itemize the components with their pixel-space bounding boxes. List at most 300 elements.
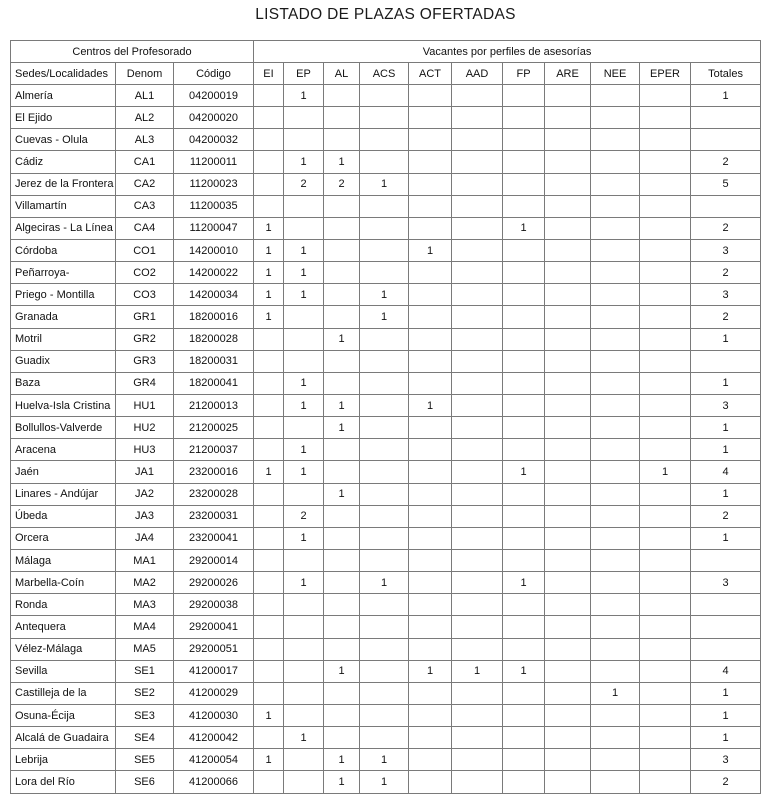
column-header: FP bbox=[503, 63, 545, 85]
table-cell bbox=[452, 306, 503, 328]
group-header-row bbox=[11, 41, 761, 63]
table-cell bbox=[360, 85, 409, 107]
table-cell bbox=[545, 660, 591, 682]
table-cell: Almería bbox=[11, 85, 116, 107]
table-cell bbox=[324, 262, 360, 284]
table-cell: Úbeda bbox=[11, 505, 116, 527]
table-cell bbox=[640, 151, 691, 173]
table-row bbox=[11, 394, 761, 416]
table-cell bbox=[409, 682, 452, 704]
table-row bbox=[11, 483, 761, 505]
table-cell bbox=[409, 572, 452, 594]
table-cell bbox=[503, 682, 545, 704]
table-cell bbox=[591, 594, 640, 616]
table-cell bbox=[591, 727, 640, 749]
table-cell: Sevilla bbox=[11, 660, 116, 682]
table-cell: Ronda bbox=[11, 594, 116, 616]
table-cell bbox=[360, 129, 409, 151]
table-cell: 1 bbox=[284, 461, 324, 483]
table-cell bbox=[691, 616, 761, 638]
table-cell bbox=[591, 284, 640, 306]
plazas-table bbox=[10, 40, 761, 794]
table-cell bbox=[409, 527, 452, 549]
table-cell bbox=[452, 461, 503, 483]
table-cell: AL1 bbox=[116, 85, 174, 107]
table-cell bbox=[360, 594, 409, 616]
table-cell: CO1 bbox=[116, 239, 174, 261]
table-cell: 1 bbox=[284, 239, 324, 261]
table-cell: Vélez-Málaga bbox=[11, 638, 116, 660]
table-cell bbox=[591, 350, 640, 372]
table-cell bbox=[409, 107, 452, 129]
table-row bbox=[11, 549, 761, 571]
table-cell bbox=[409, 749, 452, 771]
column-header: EP bbox=[284, 63, 324, 85]
table-cell: CO3 bbox=[116, 284, 174, 306]
table-cell: 11200035 bbox=[174, 195, 254, 217]
table-cell: 41200017 bbox=[174, 660, 254, 682]
table-row bbox=[11, 771, 761, 793]
table-cell: 1 bbox=[360, 306, 409, 328]
table-cell bbox=[360, 704, 409, 726]
table-cell: 1 bbox=[691, 439, 761, 461]
table-cell bbox=[254, 195, 284, 217]
table-cell bbox=[591, 217, 640, 239]
table-cell: 21200037 bbox=[174, 439, 254, 461]
table-cell bbox=[254, 594, 284, 616]
table-cell: CO2 bbox=[116, 262, 174, 284]
column-header: AAD bbox=[452, 63, 503, 85]
table-cell bbox=[324, 284, 360, 306]
table-cell: MA3 bbox=[116, 594, 174, 616]
table-cell: CA1 bbox=[116, 151, 174, 173]
table-cell bbox=[284, 549, 324, 571]
table-cell bbox=[591, 616, 640, 638]
table-cell bbox=[452, 417, 503, 439]
table-cell bbox=[409, 129, 452, 151]
table-cell bbox=[360, 394, 409, 416]
table-cell bbox=[360, 239, 409, 261]
table-cell bbox=[254, 527, 284, 549]
table-cell bbox=[640, 284, 691, 306]
table-cell bbox=[409, 151, 452, 173]
table-cell bbox=[452, 195, 503, 217]
table-cell bbox=[640, 727, 691, 749]
table-cell: 1 bbox=[691, 682, 761, 704]
table-cell: 1 bbox=[284, 284, 324, 306]
table-cell bbox=[452, 394, 503, 416]
table-cell bbox=[360, 616, 409, 638]
table-cell: 23200041 bbox=[174, 527, 254, 549]
table-cell bbox=[254, 350, 284, 372]
table-cell: 1 bbox=[284, 151, 324, 173]
table-cell bbox=[503, 616, 545, 638]
table-cell bbox=[324, 217, 360, 239]
table-cell: 3 bbox=[691, 572, 761, 594]
table-row bbox=[11, 306, 761, 328]
table-cell bbox=[503, 594, 545, 616]
table-cell: Málaga bbox=[11, 549, 116, 571]
table-cell bbox=[691, 549, 761, 571]
table-cell: Algeciras - La Línea bbox=[11, 217, 116, 239]
table-cell bbox=[254, 727, 284, 749]
table-cell: 4 bbox=[691, 660, 761, 682]
table-cell bbox=[409, 771, 452, 793]
table-cell bbox=[360, 549, 409, 571]
table-cell bbox=[254, 682, 284, 704]
table-cell bbox=[254, 85, 284, 107]
table-cell bbox=[360, 439, 409, 461]
table-cell: 1 bbox=[691, 85, 761, 107]
table-cell bbox=[452, 439, 503, 461]
table-cell bbox=[324, 682, 360, 704]
table-cell bbox=[452, 527, 503, 549]
table-cell bbox=[409, 262, 452, 284]
table-cell bbox=[503, 173, 545, 195]
table-cell bbox=[360, 638, 409, 660]
table-cell: 1 bbox=[254, 461, 284, 483]
table-cell bbox=[503, 372, 545, 394]
table-row bbox=[11, 151, 761, 173]
table-cell: 1 bbox=[284, 85, 324, 107]
table-cell: 1 bbox=[503, 461, 545, 483]
table-cell bbox=[284, 638, 324, 660]
column-header: Denom bbox=[116, 63, 174, 85]
table-cell bbox=[545, 328, 591, 350]
table-cell bbox=[545, 682, 591, 704]
table-cell: 2 bbox=[691, 771, 761, 793]
table-cell: 1 bbox=[254, 284, 284, 306]
table-cell bbox=[545, 394, 591, 416]
table-cell: 2 bbox=[324, 173, 360, 195]
table-cell bbox=[691, 195, 761, 217]
table-cell bbox=[640, 439, 691, 461]
table-cell bbox=[545, 704, 591, 726]
table-cell: 1 bbox=[284, 527, 324, 549]
table-cell: 29200014 bbox=[174, 549, 254, 571]
table-cell bbox=[324, 594, 360, 616]
table-cell bbox=[591, 173, 640, 195]
table-row bbox=[11, 350, 761, 372]
table-cell bbox=[591, 239, 640, 261]
table-cell bbox=[640, 549, 691, 571]
table-cell: 1 bbox=[284, 262, 324, 284]
table-cell: AL3 bbox=[116, 129, 174, 151]
table-cell bbox=[545, 350, 591, 372]
table-cell bbox=[591, 107, 640, 129]
table-cell: Guadix bbox=[11, 350, 116, 372]
table-cell: 11200011 bbox=[174, 151, 254, 173]
table-cell bbox=[324, 306, 360, 328]
table-cell bbox=[284, 328, 324, 350]
table-cell: 23200031 bbox=[174, 505, 254, 527]
table-cell: MA1 bbox=[116, 549, 174, 571]
table-cell bbox=[452, 173, 503, 195]
table-cell: Cádiz bbox=[11, 151, 116, 173]
table-cell bbox=[591, 306, 640, 328]
table-cell bbox=[284, 749, 324, 771]
table-cell bbox=[409, 483, 452, 505]
table-cell bbox=[452, 217, 503, 239]
table-cell bbox=[360, 151, 409, 173]
table-cell bbox=[284, 616, 324, 638]
table-cell bbox=[591, 505, 640, 527]
table-cell bbox=[503, 749, 545, 771]
table-cell bbox=[640, 394, 691, 416]
table-row bbox=[11, 417, 761, 439]
table-cell bbox=[640, 749, 691, 771]
table-cell bbox=[409, 306, 452, 328]
table-cell bbox=[452, 284, 503, 306]
table-row bbox=[11, 85, 761, 107]
table-cell bbox=[545, 195, 591, 217]
table-cell bbox=[254, 173, 284, 195]
table-cell bbox=[452, 151, 503, 173]
table-cell: 2 bbox=[691, 151, 761, 173]
table-cell bbox=[545, 239, 591, 261]
table-cell bbox=[640, 660, 691, 682]
table-cell: El Ejido bbox=[11, 107, 116, 129]
table-cell: 1 bbox=[254, 239, 284, 261]
column-header: ACS bbox=[360, 63, 409, 85]
table-cell bbox=[545, 306, 591, 328]
table-cell: 3 bbox=[691, 394, 761, 416]
table-cell bbox=[452, 771, 503, 793]
table-cell bbox=[254, 549, 284, 571]
table-cell bbox=[640, 239, 691, 261]
table-row bbox=[11, 682, 761, 704]
table-cell bbox=[254, 638, 284, 660]
table-cell bbox=[284, 771, 324, 793]
table-cell bbox=[591, 151, 640, 173]
table-row bbox=[11, 505, 761, 527]
table-cell bbox=[452, 638, 503, 660]
table-cell bbox=[640, 771, 691, 793]
table-cell bbox=[503, 704, 545, 726]
table-cell bbox=[545, 594, 591, 616]
table-cell bbox=[640, 616, 691, 638]
table-cell: MA5 bbox=[116, 638, 174, 660]
column-header: EI bbox=[254, 63, 284, 85]
table-cell bbox=[640, 417, 691, 439]
table-cell: Granada bbox=[11, 306, 116, 328]
table-cell bbox=[452, 350, 503, 372]
table-cell bbox=[640, 85, 691, 107]
table-cell: 1 bbox=[324, 749, 360, 771]
table-row bbox=[11, 727, 761, 749]
table-cell bbox=[452, 505, 503, 527]
table-cell: 1 bbox=[503, 660, 545, 682]
table-cell bbox=[545, 727, 591, 749]
table-cell bbox=[545, 173, 591, 195]
table-cell: Osuna-Écija bbox=[11, 704, 116, 726]
table-cell bbox=[324, 85, 360, 107]
table-cell bbox=[591, 483, 640, 505]
table-cell bbox=[452, 129, 503, 151]
table-cell bbox=[254, 616, 284, 638]
table-cell bbox=[545, 129, 591, 151]
table-cell bbox=[284, 306, 324, 328]
table-cell bbox=[324, 549, 360, 571]
table-cell: 1 bbox=[324, 394, 360, 416]
table-cell: 41200029 bbox=[174, 682, 254, 704]
table-cell bbox=[591, 85, 640, 107]
table-cell bbox=[591, 328, 640, 350]
table-cell bbox=[640, 638, 691, 660]
table-cell: 1 bbox=[284, 572, 324, 594]
table-cell: 1 bbox=[324, 151, 360, 173]
table-cell: HU3 bbox=[116, 439, 174, 461]
column-header: Código bbox=[174, 63, 254, 85]
table-cell: 1 bbox=[409, 239, 452, 261]
table-cell bbox=[691, 638, 761, 660]
table-cell bbox=[452, 262, 503, 284]
table-cell: Bollullos-Valverde bbox=[11, 417, 116, 439]
table-cell bbox=[324, 505, 360, 527]
table-cell bbox=[254, 151, 284, 173]
table-cell: Antequera bbox=[11, 616, 116, 638]
table-cell bbox=[284, 682, 324, 704]
table-cell bbox=[284, 107, 324, 129]
table-cell bbox=[324, 439, 360, 461]
table-cell bbox=[284, 483, 324, 505]
table-cell: 1 bbox=[591, 682, 640, 704]
table-cell bbox=[591, 660, 640, 682]
table-cell: 18200016 bbox=[174, 306, 254, 328]
table-row bbox=[11, 173, 761, 195]
table-cell bbox=[591, 195, 640, 217]
table-cell: 2 bbox=[691, 262, 761, 284]
table-cell: MA2 bbox=[116, 572, 174, 594]
column-header: AL bbox=[324, 63, 360, 85]
table-cell bbox=[640, 483, 691, 505]
table-row bbox=[11, 594, 761, 616]
table-row bbox=[11, 704, 761, 726]
column-header-row bbox=[11, 63, 761, 85]
table-cell: 23200028 bbox=[174, 483, 254, 505]
table-cell bbox=[409, 549, 452, 571]
table-cell bbox=[360, 372, 409, 394]
table-cell bbox=[545, 771, 591, 793]
table-cell: Córdoba bbox=[11, 239, 116, 261]
table-cell: 41200030 bbox=[174, 704, 254, 726]
table-cell bbox=[640, 572, 691, 594]
table-cell: CA4 bbox=[116, 217, 174, 239]
table-cell bbox=[545, 461, 591, 483]
table-cell bbox=[360, 527, 409, 549]
table-cell bbox=[409, 328, 452, 350]
table-cell bbox=[503, 505, 545, 527]
table-cell: 1 bbox=[324, 417, 360, 439]
table-cell: HU2 bbox=[116, 417, 174, 439]
table-cell: 1 bbox=[284, 372, 324, 394]
table-cell: 2 bbox=[691, 505, 761, 527]
table-cell: 1 bbox=[691, 417, 761, 439]
table-cell: 41200066 bbox=[174, 771, 254, 793]
table-cell bbox=[284, 417, 324, 439]
table-cell: CA3 bbox=[116, 195, 174, 217]
table-cell bbox=[254, 572, 284, 594]
table-cell bbox=[324, 107, 360, 129]
table-cell bbox=[545, 483, 591, 505]
table-cell bbox=[360, 217, 409, 239]
table-cell: Jaén bbox=[11, 461, 116, 483]
table-cell bbox=[254, 129, 284, 151]
table-cell bbox=[591, 394, 640, 416]
table-cell bbox=[324, 616, 360, 638]
table-cell bbox=[503, 151, 545, 173]
table-cell: Linares - Andújar bbox=[11, 483, 116, 505]
table-cell: Baza bbox=[11, 372, 116, 394]
table-cell: 14200034 bbox=[174, 284, 254, 306]
column-header: NEE bbox=[591, 63, 640, 85]
table-cell bbox=[503, 549, 545, 571]
table-cell bbox=[545, 749, 591, 771]
table-cell bbox=[545, 549, 591, 571]
table-cell bbox=[360, 461, 409, 483]
table-cell bbox=[452, 682, 503, 704]
table-cell bbox=[503, 306, 545, 328]
table-cell bbox=[360, 682, 409, 704]
table-cell: GR2 bbox=[116, 328, 174, 350]
table-cell bbox=[545, 284, 591, 306]
table-cell bbox=[640, 704, 691, 726]
table-cell bbox=[545, 85, 591, 107]
table-cell bbox=[503, 394, 545, 416]
table-cell bbox=[452, 616, 503, 638]
table-cell: JA4 bbox=[116, 527, 174, 549]
table-row bbox=[11, 328, 761, 350]
table-cell bbox=[691, 129, 761, 151]
table-cell: Lora del Río bbox=[11, 771, 116, 793]
column-header: Totales bbox=[691, 63, 761, 85]
table-cell: SE4 bbox=[116, 727, 174, 749]
table-cell: 1 bbox=[691, 328, 761, 350]
table-cell: 1 bbox=[503, 217, 545, 239]
table-cell bbox=[254, 660, 284, 682]
table-cell bbox=[324, 527, 360, 549]
column-header: EPER bbox=[640, 63, 691, 85]
table-cell bbox=[591, 549, 640, 571]
table-cell: 1 bbox=[324, 483, 360, 505]
table-cell: 41200054 bbox=[174, 749, 254, 771]
table-cell: HU1 bbox=[116, 394, 174, 416]
table-cell bbox=[503, 195, 545, 217]
table-cell bbox=[284, 350, 324, 372]
table-cell bbox=[452, 328, 503, 350]
table-cell: 4 bbox=[691, 461, 761, 483]
table-cell bbox=[409, 638, 452, 660]
table-row bbox=[11, 660, 761, 682]
column-header: Sedes/Localidades bbox=[11, 63, 116, 85]
table-cell: GR3 bbox=[116, 350, 174, 372]
table-cell bbox=[409, 594, 452, 616]
table-cell bbox=[409, 704, 452, 726]
table-row bbox=[11, 527, 761, 549]
table-cell: Orcera bbox=[11, 527, 116, 549]
table-cell: 29200026 bbox=[174, 572, 254, 594]
table-cell: SE2 bbox=[116, 682, 174, 704]
table-cell: GR1 bbox=[116, 306, 174, 328]
table-cell: 1 bbox=[254, 704, 284, 726]
table-cell bbox=[452, 85, 503, 107]
table-cell: 3 bbox=[691, 749, 761, 771]
table-cell bbox=[360, 505, 409, 527]
column-header: ARE bbox=[545, 63, 591, 85]
table-cell: 1 bbox=[360, 749, 409, 771]
table-cell: 1 bbox=[254, 306, 284, 328]
table-cell: 1 bbox=[324, 660, 360, 682]
